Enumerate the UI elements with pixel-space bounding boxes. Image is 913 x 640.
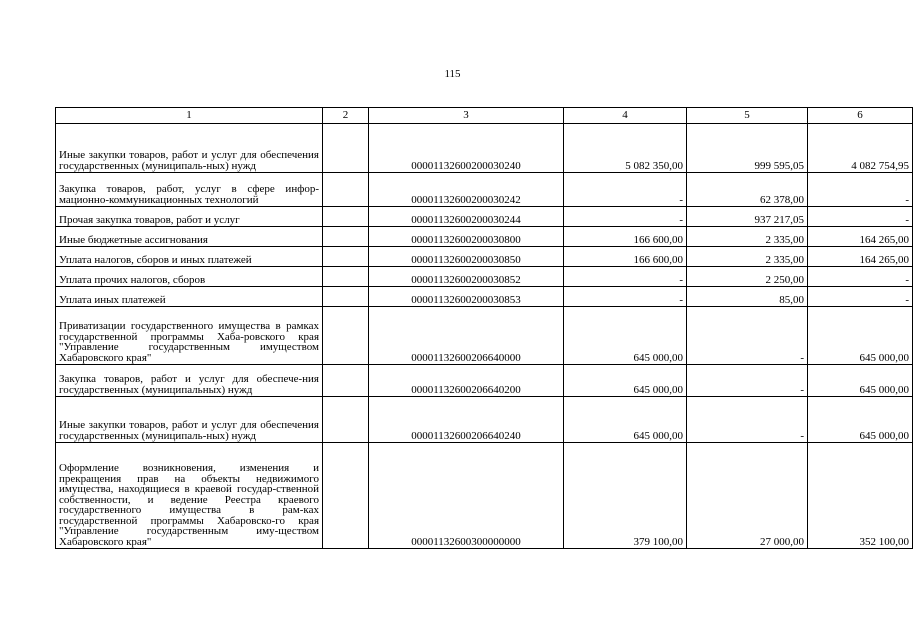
row-name: Уплата налогов, сборов и иных платежей <box>56 247 323 267</box>
row-value-6: 164 265,00 <box>808 247 913 267</box>
row-col2 <box>323 443 369 549</box>
row-col2 <box>323 267 369 287</box>
row-col2 <box>323 207 369 227</box>
row-value-6: 645 000,00 <box>808 365 913 397</box>
row-value-4: 166 600,00 <box>564 227 687 247</box>
row-value-4: 645 000,00 <box>564 365 687 397</box>
row-value-5: 2 335,00 <box>687 247 808 267</box>
row-code: 00001132600206640200 <box>369 365 564 397</box>
row-code: 00001132600200030244 <box>369 207 564 227</box>
row-name: Иные бюджетные ассигнования <box>56 227 323 247</box>
table-row <box>56 207 913 227</box>
row-value-6: 645 000,00 <box>808 397 913 443</box>
row-value-4: - <box>564 173 687 207</box>
table-row <box>56 307 913 365</box>
row-value-5: 999 595,05 <box>687 124 808 173</box>
row-name: Оформление возникновения, изменения и прекращения прав на объекты недвижимого имущества, находящиеся в краевой государ-ственной собственности, и ведение Реестра краевого государственного имущества в рам-ках государственной программы Хабаровско-го края "Управление государственным иму-ществом Хабаровского края" <box>56 443 323 549</box>
row-name: Уплата прочих налогов, сборов <box>56 267 323 287</box>
row-value-6: 645 000,00 <box>808 307 913 365</box>
row-name: Закупка товаров, работ, услуг в сфере инфор-мационно-коммуникационных технологий <box>56 173 323 207</box>
row-code: 00001132600206640240 <box>369 397 564 443</box>
row-value-6: - <box>808 267 913 287</box>
row-name: Прочая закупка товаров, работ и услуг <box>56 207 323 227</box>
row-code: 00001132600200030850 <box>369 247 564 267</box>
row-code: 00001132600200030853 <box>369 287 564 307</box>
row-value-6: - <box>808 173 913 207</box>
row-value-4: 645 000,00 <box>564 307 687 365</box>
header-cell-6: 6 <box>808 108 913 124</box>
row-col2 <box>323 247 369 267</box>
table-row <box>56 397 913 443</box>
row-col2 <box>323 397 369 443</box>
table-header-row <box>56 108 913 124</box>
row-value-5: - <box>687 365 808 397</box>
header-cell-4: 4 <box>564 108 687 124</box>
row-code: 00001132600200030852 <box>369 267 564 287</box>
row-value-4: 379 100,00 <box>564 443 687 549</box>
row-value-4: 5 082 350,00 <box>564 124 687 173</box>
row-value-5: 85,00 <box>687 287 808 307</box>
page-number: 115 <box>444 68 461 80</box>
row-name: Приватизации государственного имущества в рамках государственной программы Хаба-ровского края "Управление государственным имуществом Хабаровского края" <box>56 307 323 365</box>
budget-table <box>55 107 913 549</box>
row-name: Иные закупки товаров, работ и услуг для обеспечения государственных (муниципаль-ных) нужд <box>56 397 323 443</box>
row-value-4: 645 000,00 <box>564 397 687 443</box>
row-name: Закупка товаров, работ и услуг для обеспече-ния государственных (муниципальных) нужд <box>56 365 323 397</box>
row-col2 <box>323 287 369 307</box>
row-value-6: 352 100,00 <box>808 443 913 549</box>
row-col2 <box>323 173 369 207</box>
table-row <box>56 173 913 207</box>
header-cell-1: 1 <box>56 108 323 124</box>
header-cell-5: 5 <box>687 108 808 124</box>
row-value-4: - <box>564 267 687 287</box>
table-row <box>56 365 913 397</box>
row-value-5: 2 335,00 <box>687 227 808 247</box>
row-code: 00001132600200030242 <box>369 173 564 207</box>
row-value-6: 164 265,00 <box>808 227 913 247</box>
row-value-5: 27 000,00 <box>687 443 808 549</box>
row-col2 <box>323 227 369 247</box>
table-row <box>56 227 913 247</box>
row-value-6: 4 082 754,95 <box>808 124 913 173</box>
row-value-5: 937 217,05 <box>687 207 808 227</box>
table-row <box>56 247 913 267</box>
row-col2 <box>323 124 369 173</box>
row-value-4: - <box>564 287 687 307</box>
row-code: 00001132600200030800 <box>369 227 564 247</box>
row-value-6: - <box>808 207 913 227</box>
row-code: 00001132600200030240 <box>369 124 564 173</box>
header-cell-3: 3 <box>369 108 564 124</box>
table-row <box>56 124 913 173</box>
row-col2 <box>323 307 369 365</box>
table-row <box>56 443 913 549</box>
row-value-5: - <box>687 307 808 365</box>
row-code: 00001132600206640000 <box>369 307 564 365</box>
row-value-4: - <box>564 207 687 227</box>
row-col2 <box>323 365 369 397</box>
row-name: Уплата иных платежей <box>56 287 323 307</box>
header-cell-2: 2 <box>323 108 369 124</box>
row-value-5: 2 250,00 <box>687 267 808 287</box>
row-value-4: 166 600,00 <box>564 247 687 267</box>
row-value-5: 62 378,00 <box>687 173 808 207</box>
row-value-5: - <box>687 397 808 443</box>
table-row <box>56 267 913 287</box>
row-name: Иные закупки товаров, работ и услуг для обеспечения государственных (муниципаль-ных) нужд <box>56 124 323 173</box>
row-code: 00001132600300000000 <box>369 443 564 549</box>
table-row <box>56 287 913 307</box>
row-value-6: - <box>808 287 913 307</box>
table-body <box>56 108 913 549</box>
